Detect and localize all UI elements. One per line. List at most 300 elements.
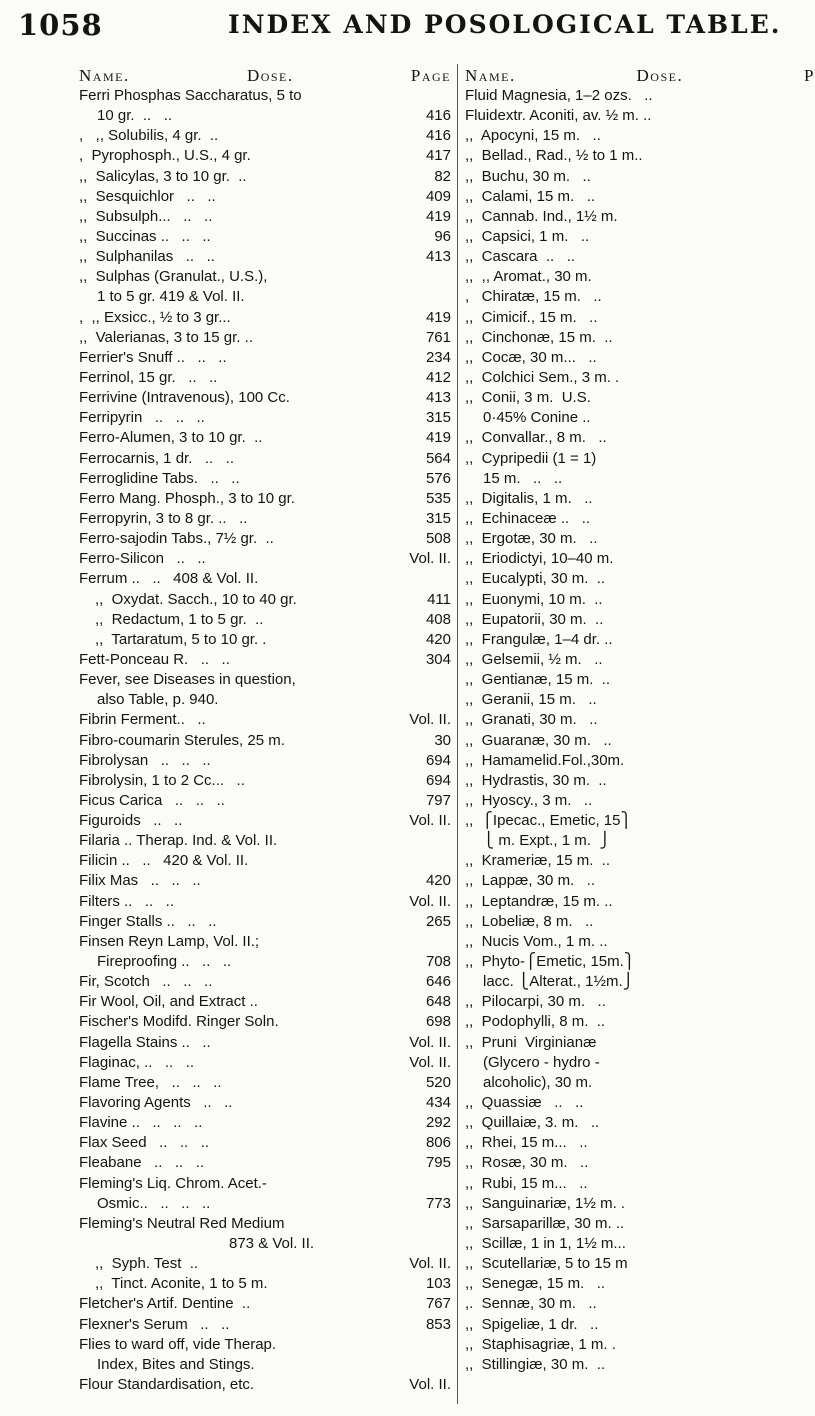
index-entry xyxy=(79,328,451,348)
entry-text: 1 to 5 gr. 419 & Vol. II. xyxy=(97,288,245,306)
index-entry xyxy=(465,428,801,448)
entry-text: ,, Guaranæ, 30 m. .. xyxy=(465,731,612,749)
index-entry xyxy=(79,1033,451,1053)
entry-text: ,, Phyto-⎧Emetic, 15m.⎫ xyxy=(465,953,636,971)
entry-text: ,, Cascara .. .. xyxy=(465,248,576,266)
entry-page: Vol. II. xyxy=(409,711,451,729)
entry-text: ,, Krameriæ, 15 m. .. xyxy=(465,852,611,870)
entry-text: ,, Leptandræ, 15 m. .. xyxy=(465,892,613,910)
entry-text: ,, Granati, 30 m. .. xyxy=(465,711,598,729)
entry-page: 853 xyxy=(425,1315,451,1333)
index-entry xyxy=(79,630,451,650)
index-entry xyxy=(79,1133,451,1153)
entry-text: ,, Cimicif., 15 m. .. xyxy=(465,308,598,326)
entry-text: Flame Tree, .. .. .. xyxy=(79,1073,222,1091)
index-entry xyxy=(79,751,451,771)
page-number: 1058 xyxy=(18,8,103,42)
index-entry xyxy=(465,731,801,751)
entry-text: ,, Staphisagriæ, 1 m. . xyxy=(465,1335,616,1353)
index-entry xyxy=(465,207,801,227)
entry-page: 797 xyxy=(425,791,451,809)
entry-page: 434 xyxy=(425,1094,451,1112)
entry-text: Ferro-Silicon .. .. xyxy=(79,550,206,568)
index-entry xyxy=(79,348,451,368)
entry-page: 413 xyxy=(425,389,451,407)
entry-page: 416 xyxy=(425,127,451,145)
index-entry xyxy=(79,590,451,610)
index-entry xyxy=(79,851,451,871)
entry-text: Fever, see Diseases in question, xyxy=(79,671,296,689)
index-entry xyxy=(465,1073,801,1093)
entry-text: Flaginac, .. .. .. xyxy=(79,1053,195,1071)
entry-text: Ferri Phosphas Saccharatus, 5 to xyxy=(79,87,302,104)
index-entry xyxy=(79,892,451,912)
entry-text: Flax Seed .. .. .. xyxy=(79,1134,210,1152)
index-entry xyxy=(79,267,451,287)
index-entry xyxy=(465,529,801,549)
entry-text: Fleming's Liq. Chrom. Acet.- xyxy=(79,1174,267,1192)
index-entry xyxy=(465,489,801,509)
header-dose: Dose. xyxy=(246,66,294,85)
index-entry xyxy=(465,871,801,891)
entry-text: ,, Scutellariæ, 5 to 15 m xyxy=(465,1255,628,1273)
entry-text: Flagella Stains .. .. xyxy=(79,1033,211,1051)
index-entry xyxy=(79,972,451,992)
entry-text: ,, Valerianas, 3 to 15 gr. .. xyxy=(79,328,253,346)
index-entry xyxy=(465,126,801,146)
index-entry xyxy=(79,549,451,569)
index-entry xyxy=(465,1033,801,1053)
index-entry xyxy=(465,670,801,690)
entry-page: 576 xyxy=(425,469,451,487)
entry-text: ,, Ergotæ, 30 m. .. xyxy=(465,530,598,548)
index-entry xyxy=(79,227,451,247)
index-entry xyxy=(465,308,801,328)
entry-text: ,, Colchici Sem., 3 m. . xyxy=(465,368,620,386)
index-entry xyxy=(465,1174,801,1194)
column-header xyxy=(465,66,815,86)
index-entry xyxy=(79,811,451,831)
index-entry xyxy=(79,731,451,751)
entry-text: Flies to ward off, vide Therap. xyxy=(79,1335,277,1353)
index-entry xyxy=(465,751,801,771)
index-entry xyxy=(465,187,801,207)
index-entry xyxy=(79,569,451,589)
entry-page: 420 xyxy=(425,630,451,648)
index-entry xyxy=(465,1194,801,1214)
entry-text: , Pyrophosph., U.S., 4 gr. xyxy=(79,147,251,165)
entry-page: 508 xyxy=(425,530,451,548)
index-entry xyxy=(79,912,451,932)
entry-text: alcoholic), 30 m. xyxy=(483,1073,593,1091)
index-entry xyxy=(465,1153,801,1173)
entry-text: also Table, p. 940. xyxy=(97,691,219,709)
entry-page: 761 xyxy=(425,328,451,346)
entry-text: Fletcher's Artif. Dentine .. xyxy=(79,1295,251,1313)
entry-text: ,, Sulphas (Granulat., U.S.), xyxy=(79,268,268,286)
entry-text: ,, Tinct. Aconite, 1 to 5 m. xyxy=(95,1275,268,1293)
index-entry xyxy=(465,328,801,348)
entry-text: ,, Succinas .. .. .. xyxy=(79,227,211,245)
index-entry xyxy=(465,1315,801,1335)
entry-page: 82 xyxy=(434,167,451,185)
entry-text: (Glycero - hydro - xyxy=(483,1053,600,1071)
index-entry xyxy=(79,831,451,851)
entry-text: Ferrum .. .. 408 & Vol. II. xyxy=(79,570,259,588)
entry-text: Ficus Carica .. .. .. xyxy=(79,791,225,809)
index-entry xyxy=(465,1012,801,1032)
index-entry xyxy=(79,1214,451,1234)
entry-page: 419 xyxy=(425,207,451,225)
index-entry xyxy=(79,1234,451,1254)
index-entry xyxy=(79,1113,451,1133)
index-entry xyxy=(79,368,451,388)
index-entry xyxy=(465,811,801,831)
index-entry xyxy=(465,146,801,166)
entry-page: 646 xyxy=(425,973,451,991)
index-entry xyxy=(465,892,801,912)
index-entry xyxy=(465,771,801,791)
entry-text: Fibrolysin, 1 to 2 Cc... .. xyxy=(79,771,245,789)
entry-text: ,, Eupatorii, 30 m. .. xyxy=(465,610,604,628)
right-column xyxy=(465,66,815,1375)
index-entry xyxy=(79,1194,451,1214)
index-entry xyxy=(465,1254,801,1274)
entry-text: Figuroids .. .. xyxy=(79,812,183,830)
entry-text: ,, Conii, 3 m. U.S. xyxy=(465,389,591,407)
index-entry xyxy=(79,1073,451,1093)
entry-page: 234 xyxy=(425,348,451,366)
entry-page: 409 xyxy=(425,187,451,205)
index-entry xyxy=(465,791,801,811)
entry-text: ,, Euonymi, 10 m. .. xyxy=(465,590,603,608)
entry-page: 708 xyxy=(425,953,451,971)
entry-text: Fireproofing .. .. .. xyxy=(97,953,232,971)
index-entry xyxy=(465,972,801,992)
entry-text: ⎩ m. Expt., 1 m. ⎭ xyxy=(483,832,611,850)
column-header xyxy=(79,66,451,86)
entry-page: 416 xyxy=(425,107,451,125)
index-entry xyxy=(465,1133,801,1153)
index-entry xyxy=(465,932,801,952)
index-entry xyxy=(465,569,801,589)
entry-text: ,, Subsulph... .. .. xyxy=(79,207,213,225)
entry-text: Flavoring Agents .. .. xyxy=(79,1094,233,1112)
index-entry xyxy=(79,771,451,791)
index-entry xyxy=(79,1335,451,1355)
entry-text: ,, Sulphanilas .. .. xyxy=(79,248,215,266)
index-entry xyxy=(465,267,801,287)
entry-text: Ferrier's Snuff .. .. .. xyxy=(79,348,227,366)
entry-text: ,, Senegæ, 15 m. .. xyxy=(465,1275,606,1293)
index-entry xyxy=(79,106,451,126)
entry-text: , ,, Solubilis, 4 gr. .. xyxy=(79,127,219,145)
entry-text: ,, Oxydat. Sacch., 10 to 40 gr. xyxy=(95,590,297,608)
entry-text: ,, Hydrastis, 30 m. .. xyxy=(465,771,607,789)
index-entry xyxy=(79,1254,451,1274)
entry-text: ,, Nucis Vom., 1 m. .. xyxy=(465,932,608,950)
entry-text: Ferropyrin, 3 to 8 gr. .. .. xyxy=(79,509,248,527)
entry-page: 103 xyxy=(425,1275,451,1293)
entry-text: ,, Cannab. Ind., 1½ m. xyxy=(465,207,618,225)
index-entry xyxy=(465,630,801,650)
index-entry xyxy=(465,590,801,610)
entry-page: 412 xyxy=(425,368,451,386)
index-entry xyxy=(465,86,801,106)
entry-text: Filicin .. .. 420 & Vol. II. xyxy=(79,852,249,870)
index-entries xyxy=(79,86,451,1395)
entry-text: Fleabane .. .. .. xyxy=(79,1154,205,1172)
entry-text: ,, Hyoscy., 3 m. .. xyxy=(465,791,593,809)
index-entry xyxy=(79,650,451,670)
entry-text: ,, Pruni Virginianæ xyxy=(465,1033,597,1051)
index-entry xyxy=(79,489,451,509)
entry-text: Ferroglidine Tabs. .. .. xyxy=(79,469,240,487)
entry-page: 413 xyxy=(425,248,451,266)
entry-text: ,, Cinchonæ, 15 m. .. xyxy=(465,328,613,346)
entry-page: 417 xyxy=(425,147,451,165)
entry-page: 96 xyxy=(434,227,451,245)
index-entry xyxy=(79,1274,451,1294)
entry-text: Fluidextr. Aconiti, av. ½ m. .. xyxy=(465,107,652,125)
entry-text: ,, Tartaratum, 5 to 10 gr. . xyxy=(95,630,267,648)
entry-text: ,, Gelsemii, ½ m. .. xyxy=(465,650,603,668)
index-entry xyxy=(79,308,451,328)
entry-text: ,, Syph. Test .. xyxy=(95,1255,199,1273)
entry-text: Fischer's Modifd. Ringer Soln. xyxy=(79,1013,279,1031)
entry-text: Finsen Reyn Lamp, Vol. II.; xyxy=(79,932,260,950)
index-entry xyxy=(465,348,801,368)
entry-text: ,, Rhei, 15 m... .. xyxy=(465,1134,588,1152)
index-entry xyxy=(465,851,801,871)
entry-text: ,, Redactum, 1 to 5 gr. .. xyxy=(95,610,264,628)
column-divider xyxy=(457,64,458,1404)
index-entry xyxy=(465,1294,801,1314)
entry-text: ,, Eriodictyi, 10–40 m. xyxy=(465,550,614,568)
entry-text: Ferrinol, 15 gr. .. .. xyxy=(79,368,218,386)
entry-text: ,, Bellad., Rad., ½ to 1 m.. xyxy=(465,147,643,165)
entry-text: 873 & Vol. II. xyxy=(229,1235,315,1253)
entry-text: Fluid Magnesia, 1–2 ozs. .. xyxy=(465,87,653,104)
entry-text: Fibro-coumarin Sterules, 25 m. xyxy=(79,731,285,749)
index-entry xyxy=(79,388,451,408)
entry-text: ,, Cocæ, 30 m... .. xyxy=(465,348,597,366)
entry-page: Vol. II. xyxy=(409,1255,451,1273)
entry-text: 0·45% Conine .. xyxy=(483,409,591,427)
entry-text: Filters .. .. .. xyxy=(79,892,175,910)
index-entry xyxy=(79,287,451,307)
entry-text: lacc. ⎩Alterat., 1½m.⎭ xyxy=(483,973,634,991)
index-entry xyxy=(79,509,451,529)
index-entries xyxy=(465,86,801,1375)
entry-page: Vol. II. xyxy=(409,550,451,568)
index-entry xyxy=(465,831,801,851)
entry-page: 694 xyxy=(425,751,451,769)
index-entry xyxy=(79,992,451,1012)
entry-text: Fleming's Neutral Red Medium xyxy=(79,1214,285,1232)
entry-text: ,, Sarsaparillæ, 30 m. .. xyxy=(465,1214,625,1232)
entry-text: ,, Sanguinariæ, 1½ m. . xyxy=(465,1194,626,1212)
index-entry xyxy=(79,952,451,972)
entry-text: ,, Salicylas, 3 to 10 gr. .. xyxy=(79,167,247,185)
index-entry xyxy=(465,610,801,630)
entry-page: Vol. II. xyxy=(409,1033,451,1051)
index-entry xyxy=(79,187,451,207)
entry-text: Fibrin Ferment.. .. xyxy=(79,711,206,729)
index-entry xyxy=(465,227,801,247)
index-entry xyxy=(79,1053,451,1073)
entry-text: ,, Podophylli, 8 m. .. xyxy=(465,1013,606,1031)
entry-text: 10 gr. .. .. xyxy=(97,107,173,125)
entry-text: ,, Apocyni, 15 m. .. xyxy=(465,127,601,145)
index-entry xyxy=(465,1113,801,1133)
index-entry xyxy=(79,710,451,730)
entry-text: ,, Calami, 15 m. .. xyxy=(465,187,596,205)
entry-text: Filix Mas .. .. .. xyxy=(79,872,201,890)
entry-text: Finger Stalls .. .. .. xyxy=(79,912,217,930)
entry-text: ,, Lobeliæ, 8 m. .. xyxy=(465,912,594,930)
index-entry xyxy=(79,247,451,267)
index-entry xyxy=(79,791,451,811)
index-entry xyxy=(465,1093,801,1113)
index-entry xyxy=(465,167,801,187)
entry-text: ,, Pilocarpi, 30 m. .. xyxy=(465,993,606,1011)
index-entry xyxy=(79,126,451,146)
entry-text: Fett-Ponceau R. .. .. xyxy=(79,650,230,668)
page-header xyxy=(0,8,801,48)
entry-text: ,, Hamamelid.Fol.,30m. xyxy=(465,751,625,769)
entry-page: 419 xyxy=(425,429,451,447)
entry-text: Fir Wool, Oil, and Extract .. xyxy=(79,993,258,1011)
entry-page: Vol. II. xyxy=(409,812,451,830)
header-dose: Dose. xyxy=(636,66,684,85)
entry-page: 304 xyxy=(425,650,451,668)
entry-text: , ,, Exsicc., ½ to 3 gr... xyxy=(79,308,231,326)
entry-page: 806 xyxy=(425,1134,451,1152)
header-name: Name. xyxy=(465,66,516,85)
index-entry xyxy=(465,368,801,388)
entry-text: Fir, Scotch .. .. .. xyxy=(79,973,213,991)
entry-text: ,, Eucalypti, 30 m. .. xyxy=(465,570,606,588)
entry-text: ,, Convallar., 8 m. .. xyxy=(465,429,607,447)
index-entry xyxy=(79,86,451,106)
entry-text: , Chiratæ, 15 m. .. xyxy=(465,288,602,306)
entry-text: ,, Spigeliæ, 1 dr. .. xyxy=(465,1315,599,1333)
index-entry xyxy=(465,690,801,710)
entry-text: ,. Sennæ, 30 m. .. xyxy=(465,1295,597,1313)
entry-text: ,, ,, Aromat., 30 m. xyxy=(465,268,592,286)
entry-page: 694 xyxy=(425,771,451,789)
entry-page: 411 xyxy=(427,590,451,608)
entry-page: 265 xyxy=(425,912,451,930)
entry-text: ,, Rosæ, 30 m. .. xyxy=(465,1154,589,1172)
entry-page: Vol. II. xyxy=(409,892,451,910)
index-entry xyxy=(465,247,801,267)
entry-text: Filaria .. Therap. Ind. & Vol. II. xyxy=(79,832,278,850)
index-entry xyxy=(465,549,801,569)
index-entry xyxy=(79,610,451,630)
index-entry xyxy=(79,871,451,891)
entry-text: ,, Stillingiæ, 30 m. .. xyxy=(465,1355,606,1373)
index-entry xyxy=(465,449,801,469)
index-entry xyxy=(465,1274,801,1294)
index-entry xyxy=(465,912,801,932)
index-entry xyxy=(79,449,451,469)
index-entry xyxy=(465,1214,801,1234)
entry-page: 767 xyxy=(425,1295,451,1313)
index-entry xyxy=(465,650,801,670)
entry-page: 773 xyxy=(425,1194,451,1212)
entry-text: ,, Lappæ, 30 m. .. xyxy=(465,872,596,890)
entry-text: ,, Gentianæ, 15 m. .. xyxy=(465,671,611,689)
entry-text: ,, Quassiæ .. .. xyxy=(465,1094,584,1112)
index-entry xyxy=(79,207,451,227)
left-column xyxy=(79,66,451,1395)
index-entry xyxy=(79,1294,451,1314)
index-entry xyxy=(465,469,801,489)
index-entry xyxy=(79,1375,451,1395)
entry-page: 315 xyxy=(425,409,451,427)
entry-page: 315 xyxy=(425,509,451,527)
entry-page: Vol. II. xyxy=(409,1053,451,1071)
entry-text: Flour Standardisation, etc. xyxy=(79,1376,255,1393)
entry-page: Vol. II. xyxy=(409,1376,451,1393)
index-entry xyxy=(465,106,801,126)
index-entry xyxy=(79,1174,451,1194)
entry-text: ,, Buchu, 30 m. .. xyxy=(465,167,591,185)
entry-text: ,, Scillæ, 1 in 1, 1½ m... xyxy=(465,1235,626,1253)
index-entry xyxy=(79,408,451,428)
index-entry xyxy=(79,146,451,166)
entry-text: ,, Capsici, 1 m. .. xyxy=(465,227,590,245)
entry-text: Ferro Mang. Phosph., 3 to 10 gr. xyxy=(79,489,295,507)
entry-page: 408 xyxy=(425,610,451,628)
entry-text: ,, Rubi, 15 m... .. xyxy=(465,1174,588,1192)
entry-text: ,, Geranii, 15 m. .. xyxy=(465,691,597,709)
index-entry xyxy=(465,1234,801,1254)
entry-text: Ferro-sajodin Tabs., 7½ gr. .. xyxy=(79,530,274,548)
index-entry xyxy=(79,932,451,952)
entry-text: ,, Cypripedii (1 = 1) xyxy=(465,449,597,467)
entry-page: 535 xyxy=(425,489,451,507)
entry-page: 648 xyxy=(425,993,451,1011)
entry-text: Flexner's Serum .. .. xyxy=(79,1315,230,1333)
entry-text: Index, Bites and Stings. xyxy=(97,1355,255,1373)
index-entry xyxy=(79,1012,451,1032)
index-entry xyxy=(465,1335,801,1355)
entry-page: 698 xyxy=(425,1013,451,1031)
index-entry xyxy=(465,287,801,307)
index-entry xyxy=(79,1153,451,1173)
entry-text: ,, Sesquichlor .. .. xyxy=(79,187,216,205)
entry-page: 520 xyxy=(425,1073,451,1091)
header-page: P xyxy=(804,66,815,85)
entry-text: Fibrolysan .. .. .. xyxy=(79,751,211,769)
index-entry xyxy=(465,1053,801,1073)
index-entry xyxy=(465,509,801,529)
entry-text: ,, Digitalis, 1 m. .. xyxy=(465,489,593,507)
entry-page: 420 xyxy=(425,872,451,890)
entry-text: Flavine .. .. .. .. xyxy=(79,1114,203,1132)
index-entry xyxy=(79,1355,451,1375)
index-entry xyxy=(465,710,801,730)
header-name: Name. xyxy=(79,66,130,85)
entry-text: Ferrocarnis, 1 dr. .. .. xyxy=(79,449,235,467)
index-entry xyxy=(79,690,451,710)
entry-text: Osmic.. .. .. .. xyxy=(97,1194,211,1212)
entry-page: 30 xyxy=(434,731,451,749)
entry-page: 292 xyxy=(425,1114,451,1132)
